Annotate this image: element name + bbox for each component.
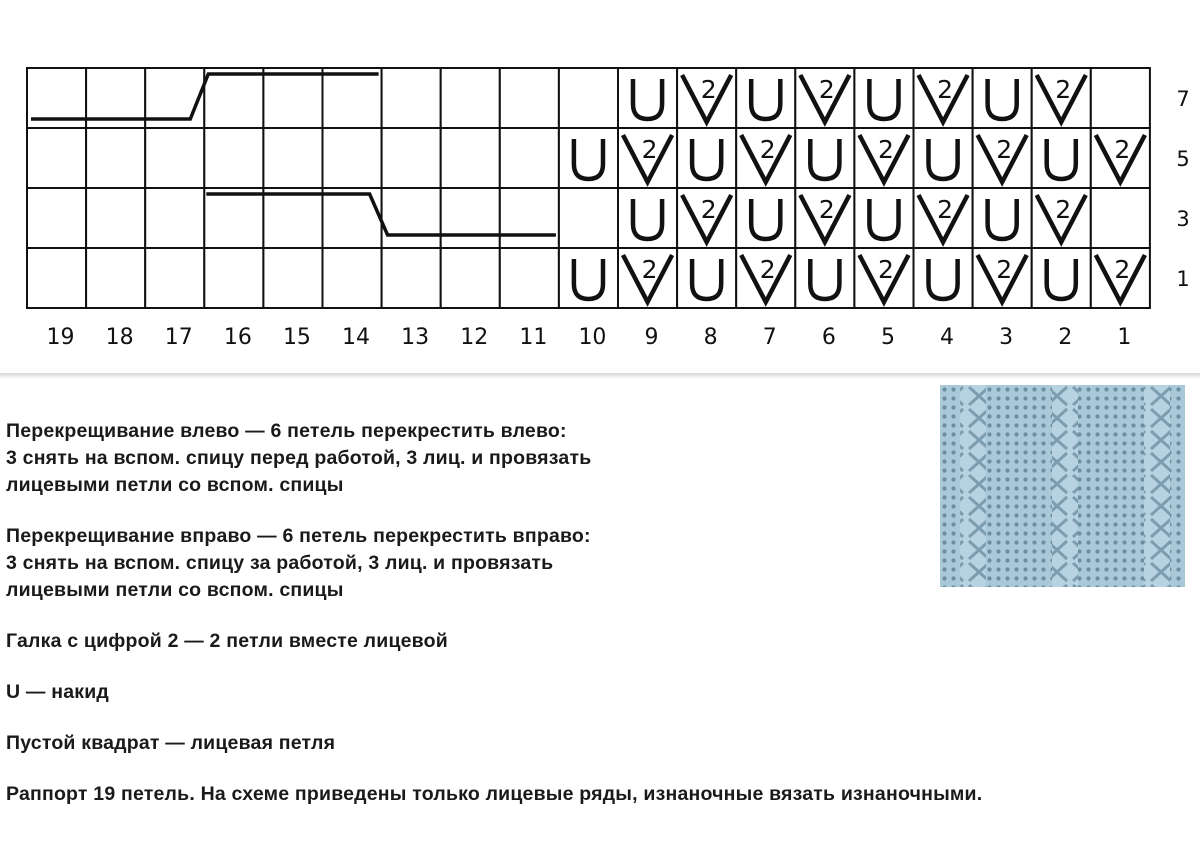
column-label: 17 [164, 325, 193, 350]
yarn-over-symbol [854, 188, 913, 248]
k2tog-number: 2 [1114, 255, 1131, 284]
chart-cell [323, 248, 382, 308]
column-label: 1 [1117, 325, 1132, 350]
k2tog-number: 2 [700, 195, 717, 224]
chart-cell [204, 188, 263, 248]
yarn-over-symbol [736, 188, 795, 248]
chart-cell [559, 68, 618, 128]
legend-knit: Пустой квадрат — лицевая петля [6, 732, 336, 754]
k2tog-number: 2 [1055, 195, 1072, 224]
knitted-sample-photo [940, 385, 1185, 587]
chart-cell [382, 68, 441, 128]
yarn-over-symbol [677, 248, 736, 308]
row-label: 5 [1176, 147, 1190, 171]
k2tog-symbol [1091, 128, 1150, 188]
chart-cell [263, 68, 322, 128]
yarn-over-symbol [618, 188, 677, 248]
yarn-over-symbol [736, 68, 795, 128]
legend-cross-left-line-3: лицевыми петли со вспом. спицы [6, 474, 344, 496]
k2tog-number: 2 [759, 255, 776, 284]
chart-cell [559, 188, 618, 248]
chart-cell [86, 188, 145, 248]
legend-cross-left-line-1: Перекрещивание влево — 6 петель перекрестить влево: [6, 420, 567, 442]
k2tog-symbol [736, 128, 795, 188]
row-label: 7 [1176, 87, 1190, 111]
chart-cell [145, 248, 204, 308]
column-label: 6 [821, 325, 836, 350]
k2tog-number: 2 [996, 255, 1013, 284]
legend-cross-right-line-3: лицевыми петли со вспом. спицы [6, 579, 344, 601]
knitting-chart [0, 0, 1200, 375]
chart-cell [263, 128, 322, 188]
chart-cell [500, 248, 559, 308]
panel-shadow [0, 373, 1200, 379]
chart-cell [323, 128, 382, 188]
k2tog-symbol [973, 128, 1032, 188]
chart-cell [441, 188, 500, 248]
yarn-over-symbol [973, 188, 1032, 248]
column-label: 13 [401, 325, 430, 350]
column-label: 14 [342, 325, 371, 350]
chart-cell [500, 188, 559, 248]
legend-repeat: Раппорт 19 петель. На схеме приведены только лицевые ряды, изнаночные вязать изнаночными. [6, 783, 983, 805]
k2tog-number: 2 [1114, 135, 1131, 164]
legend-cross-left-line-2: 3 снять на вспом. спицу перед работой, 3 лиц. и провязать [6, 447, 592, 469]
chart-cell [86, 128, 145, 188]
row-label: 1 [1176, 267, 1190, 291]
k2tog-symbol [795, 68, 854, 128]
k2tog-number: 2 [937, 75, 954, 104]
k2tog-symbol [854, 128, 913, 188]
column-label: 2 [1058, 325, 1073, 350]
chart-cell [27, 188, 86, 248]
k2tog-symbol [795, 188, 854, 248]
chart-cell [382, 248, 441, 308]
chart-cell [145, 128, 204, 188]
chart-cell [382, 188, 441, 248]
k2tog-symbol [618, 248, 677, 308]
column-label: 16 [223, 325, 252, 350]
chart-cell [204, 128, 263, 188]
chart-cell [382, 128, 441, 188]
chart-cell [500, 128, 559, 188]
column-label: 9 [644, 325, 659, 350]
yarn-over-symbol [914, 248, 973, 308]
k2tog-symbol [914, 68, 973, 128]
legend-yarn-over: U — накид [6, 681, 109, 703]
chart-cell [263, 188, 322, 248]
column-label: 15 [282, 325, 311, 350]
chart-cell [27, 128, 86, 188]
column-label: 11 [519, 325, 548, 350]
k2tog-symbol [677, 188, 736, 248]
yarn-over-symbol [1032, 128, 1091, 188]
chart-cell [500, 68, 559, 128]
k2tog-symbol [1032, 188, 1091, 248]
k2tog-number: 2 [937, 195, 954, 224]
k2tog-symbol [1091, 248, 1150, 308]
yarn-over-symbol [559, 248, 618, 308]
k2tog-number: 2 [700, 75, 717, 104]
k2tog-number: 2 [818, 195, 835, 224]
k2tog-symbol [854, 248, 913, 308]
column-label: 10 [578, 325, 607, 350]
row-label: 3 [1176, 207, 1190, 231]
k2tog-symbol [1032, 68, 1091, 128]
column-label: 7 [762, 325, 777, 350]
knitting-chart-panel [0, 0, 1200, 375]
legend-cross-right-line-2: 3 снять на вспом. спицу за работой, 3 лиц. и провязать [6, 552, 554, 574]
k2tog-number: 2 [996, 135, 1013, 164]
k2tog-number: 2 [641, 255, 658, 284]
k2tog-number: 2 [759, 135, 776, 164]
k2tog-number: 2 [641, 135, 658, 164]
column-label: 18 [105, 325, 134, 350]
k2tog-symbol [618, 128, 677, 188]
k2tog-symbol [914, 188, 973, 248]
chart-cell [1091, 68, 1150, 128]
yarn-over-symbol [559, 128, 618, 188]
chart-cell [441, 248, 500, 308]
yarn-over-symbol [795, 248, 854, 308]
yarn-over-symbol [1032, 248, 1091, 308]
yarn-over-symbol [677, 128, 736, 188]
k2tog-symbol [736, 248, 795, 308]
k2tog-number: 2 [877, 255, 894, 284]
yarn-over-symbol [973, 68, 1032, 128]
chart-cell [204, 68, 263, 128]
chart-cell [27, 248, 86, 308]
yarn-over-symbol [914, 128, 973, 188]
k2tog-symbol [677, 68, 736, 128]
chart-cell [263, 248, 322, 308]
yarn-over-symbol [795, 128, 854, 188]
column-label: 4 [940, 325, 955, 350]
column-label: 19 [46, 325, 75, 350]
chart-cell [441, 128, 500, 188]
k2tog-number: 2 [877, 135, 894, 164]
chart-cell [441, 68, 500, 128]
yarn-over-symbol [854, 68, 913, 128]
legend-k2tog: Галка с цифрой 2 — 2 петли вместе лицевой [6, 630, 448, 652]
legend-cross-right-line-1: Перекрещивание вправо — 6 петель перекрестить вправо: [6, 525, 591, 547]
chart-cell [1091, 188, 1150, 248]
k2tog-symbol [973, 248, 1032, 308]
chart-cell [204, 248, 263, 308]
column-label: 12 [460, 325, 489, 350]
chart-cell [323, 68, 382, 128]
chart-cell [145, 188, 204, 248]
column-label: 8 [703, 325, 718, 350]
k2tog-number: 2 [1055, 75, 1072, 104]
column-label: 3 [999, 325, 1014, 350]
column-label: 5 [880, 325, 895, 350]
k2tog-number: 2 [818, 75, 835, 104]
chart-cell [86, 248, 145, 308]
yarn-over-symbol [618, 68, 677, 128]
